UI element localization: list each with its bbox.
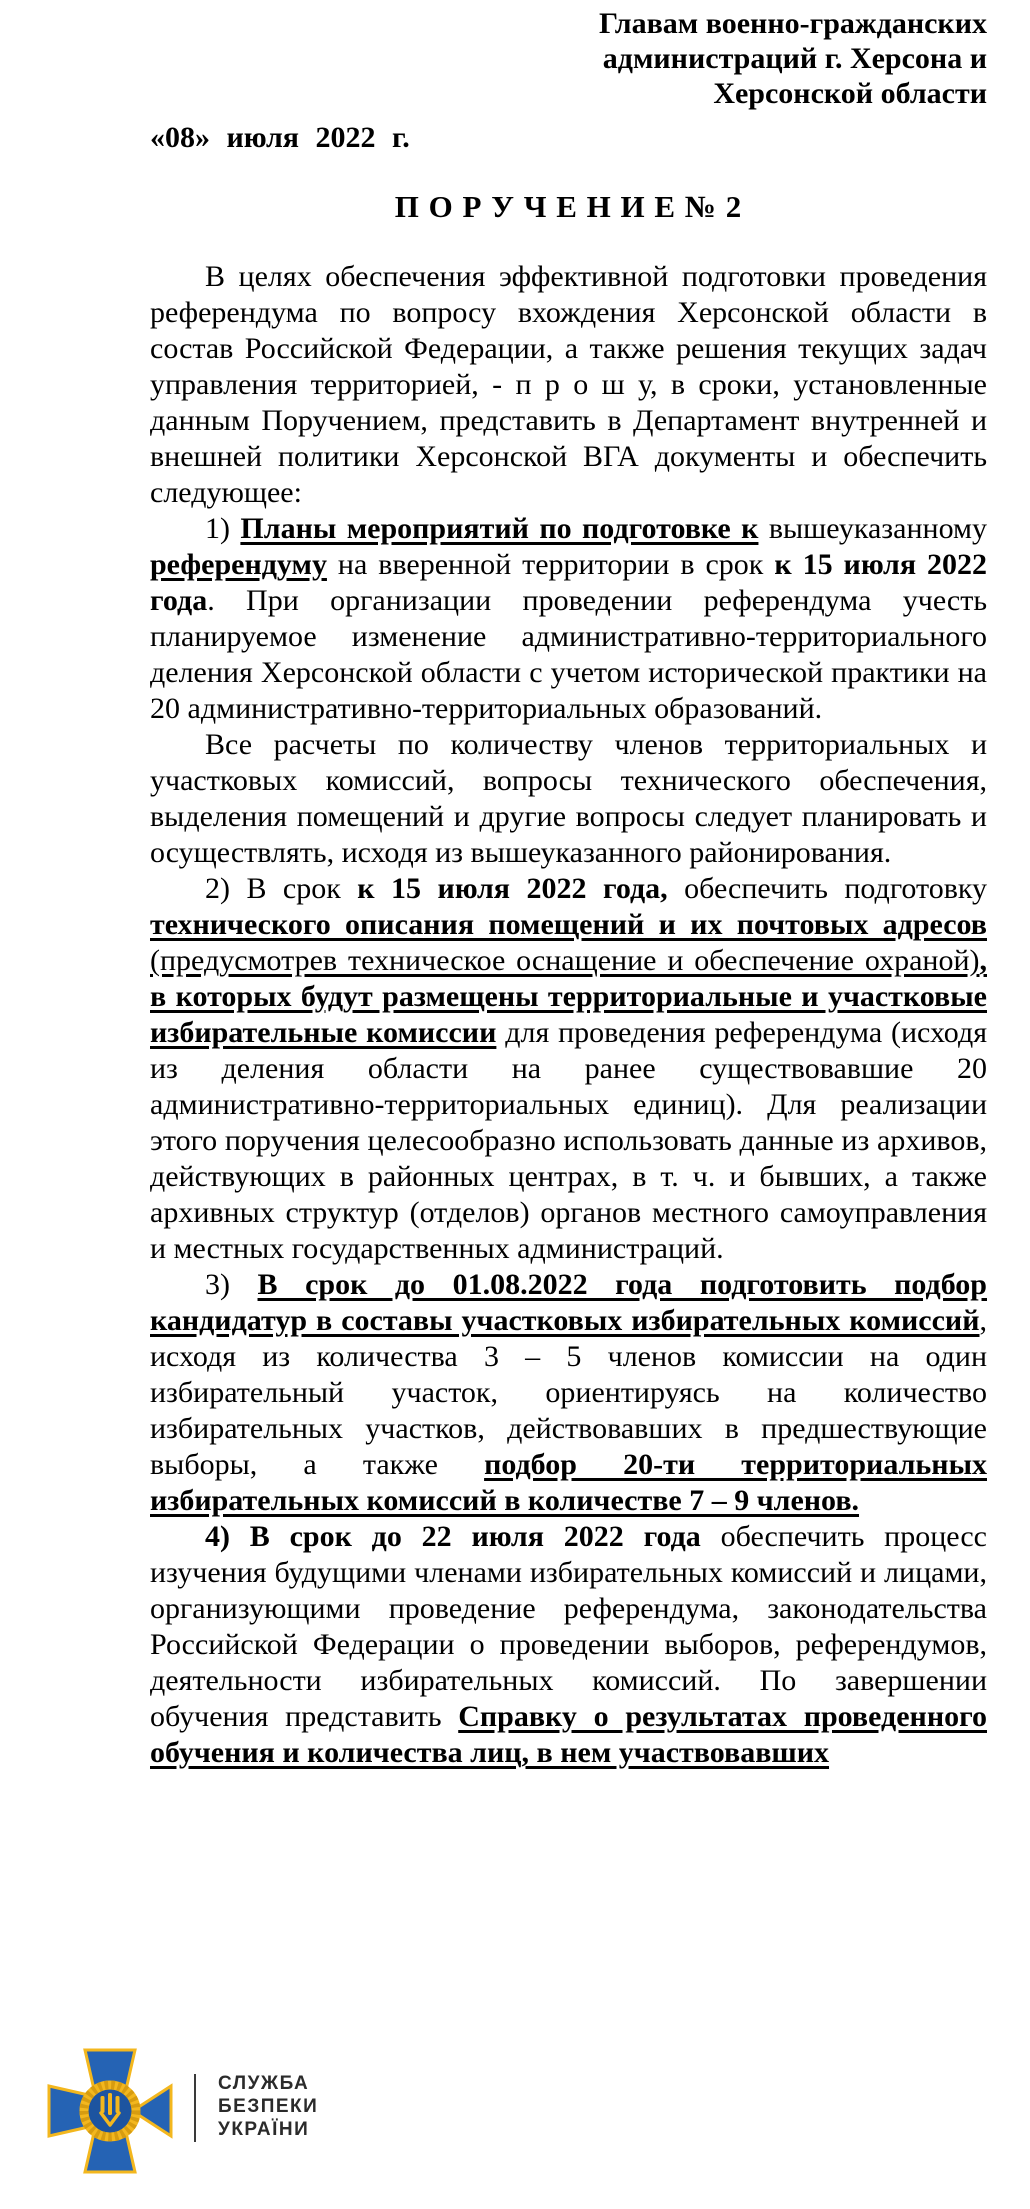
text-segment: В срок до 01.08.2022 года подготовить подбор кандидатур в составы участковых избирательных комиссий	[150, 1268, 987, 1337]
text-segment: 1)	[205, 512, 241, 545]
document-title: П О Р У Ч Е Н И Е № 2	[394, 189, 743, 224]
sbu-emblem-icon	[46, 2043, 174, 2179]
text-segment: к 15 июля 2022 года,	[357, 872, 668, 905]
text-segment: 3)	[205, 1268, 258, 1301]
text-segment: для проведения референдума (исходя из деления области на ранее существовавшие 20 административно-территориальных единиц). Для реализации этого поручения целесообразно использовать данные из архивов, действующих в районных центрах, в т. ч. и бывших, а также архивных структур (отделов) органов местного самоуправления и местных государственных администраций.	[150, 1016, 988, 1265]
recipient-line: Херсонской области	[713, 77, 987, 110]
text-segment: . При организации проведении референдума учесть планируемое изменение административно-территориального деления Херсонской области с учетом исторической практики на 20 административно-территориальных образований.	[150, 584, 987, 725]
text-segment: на вверенной территории в срок	[326, 548, 775, 581]
text-segment: референдуму	[150, 548, 327, 581]
text-segment: Все расчеты по количеству членов территориальных и участковых комиссий, вопросы технического обеспечения, выделения помещений и другие вопросы следует планировать и осуществлять, исходя из вышеуказанного районирования.	[150, 728, 987, 869]
text-segment: (предусмотрев техническое оснащение и обеспечение охраной)	[150, 944, 980, 977]
text-segment: Планы мероприятий по подготовке к	[240, 512, 759, 545]
text-segment: обеспечить процесс изучения будущими членами избирательных комиссий и лицами, организующими проведение референдума, законодательства Российской Федерации о проведении выборов, референдумов, деятельности избирательных комиссий. По завершении обучения представить	[150, 1520, 987, 1733]
text-segment: В целях обеспечения эффективной подготовки проведения референдума по вопросу вхождения Херсонской области в состав Российской Федерации, а также решения текущих задач управления территорией, - п р о ш у, в сроки, установленные данным Поручением, представить в Департамент внутренней и внешней политики Херсонской ВГА документы и обеспечить следующее:	[150, 260, 987, 509]
text-segment: обеспечить подготовку	[667, 872, 988, 905]
org-name-line: БЕЗПЕКИ	[218, 2096, 319, 2117]
paragraph	[150, 511, 987, 727]
org-name-line: УКРАЇНИ	[218, 2119, 310, 2140]
text-segment: Справку о результатах проведенного обучения и количества лиц, в нем участвовавших	[150, 1700, 987, 1769]
text-segment: , исходя из количества 3 – 5 членов комиссии на один избирательный участок, ориентируясь на количество избирательных участков, действовавших в предшествующие выборы, а также	[150, 1304, 987, 1481]
org-name-line: СЛУЖБА	[218, 2073, 310, 2094]
text-segment: технического описания помещений и их почтовых адресов	[150, 908, 987, 941]
document-body	[150, 259, 987, 1771]
text-segment: 2) В срок	[205, 872, 358, 905]
org-name	[218, 2072, 318, 2141]
recipient-block	[150, 6, 987, 111]
text-segment: 4) В срок до 22 июля 2022 года	[205, 1520, 701, 1553]
paragraph	[150, 871, 987, 1267]
text-segment: вышеуказанному	[758, 512, 987, 545]
recipient-line: администраций г. Херсона и	[602, 42, 987, 75]
document-content	[150, 0, 987, 1771]
paragraph	[150, 727, 987, 871]
text-segment: к 15 июля 2022 года	[150, 548, 988, 617]
paragraph	[150, 1267, 987, 1519]
recipient-line: Главам военно-гражданских	[599, 7, 987, 40]
paragraph	[150, 259, 987, 511]
text-segment: подбор 20-ти территориальных избирательных комиссий в количестве 7 – 9 членов.	[150, 1448, 987, 1517]
logo-divider	[194, 2074, 196, 2142]
paragraph	[150, 1519, 987, 1771]
text-segment: , в которых будут размещены территориальные и участковые избирательные комиссии	[150, 944, 987, 1049]
date-line: «08» июля 2022 г.	[150, 121, 410, 154]
